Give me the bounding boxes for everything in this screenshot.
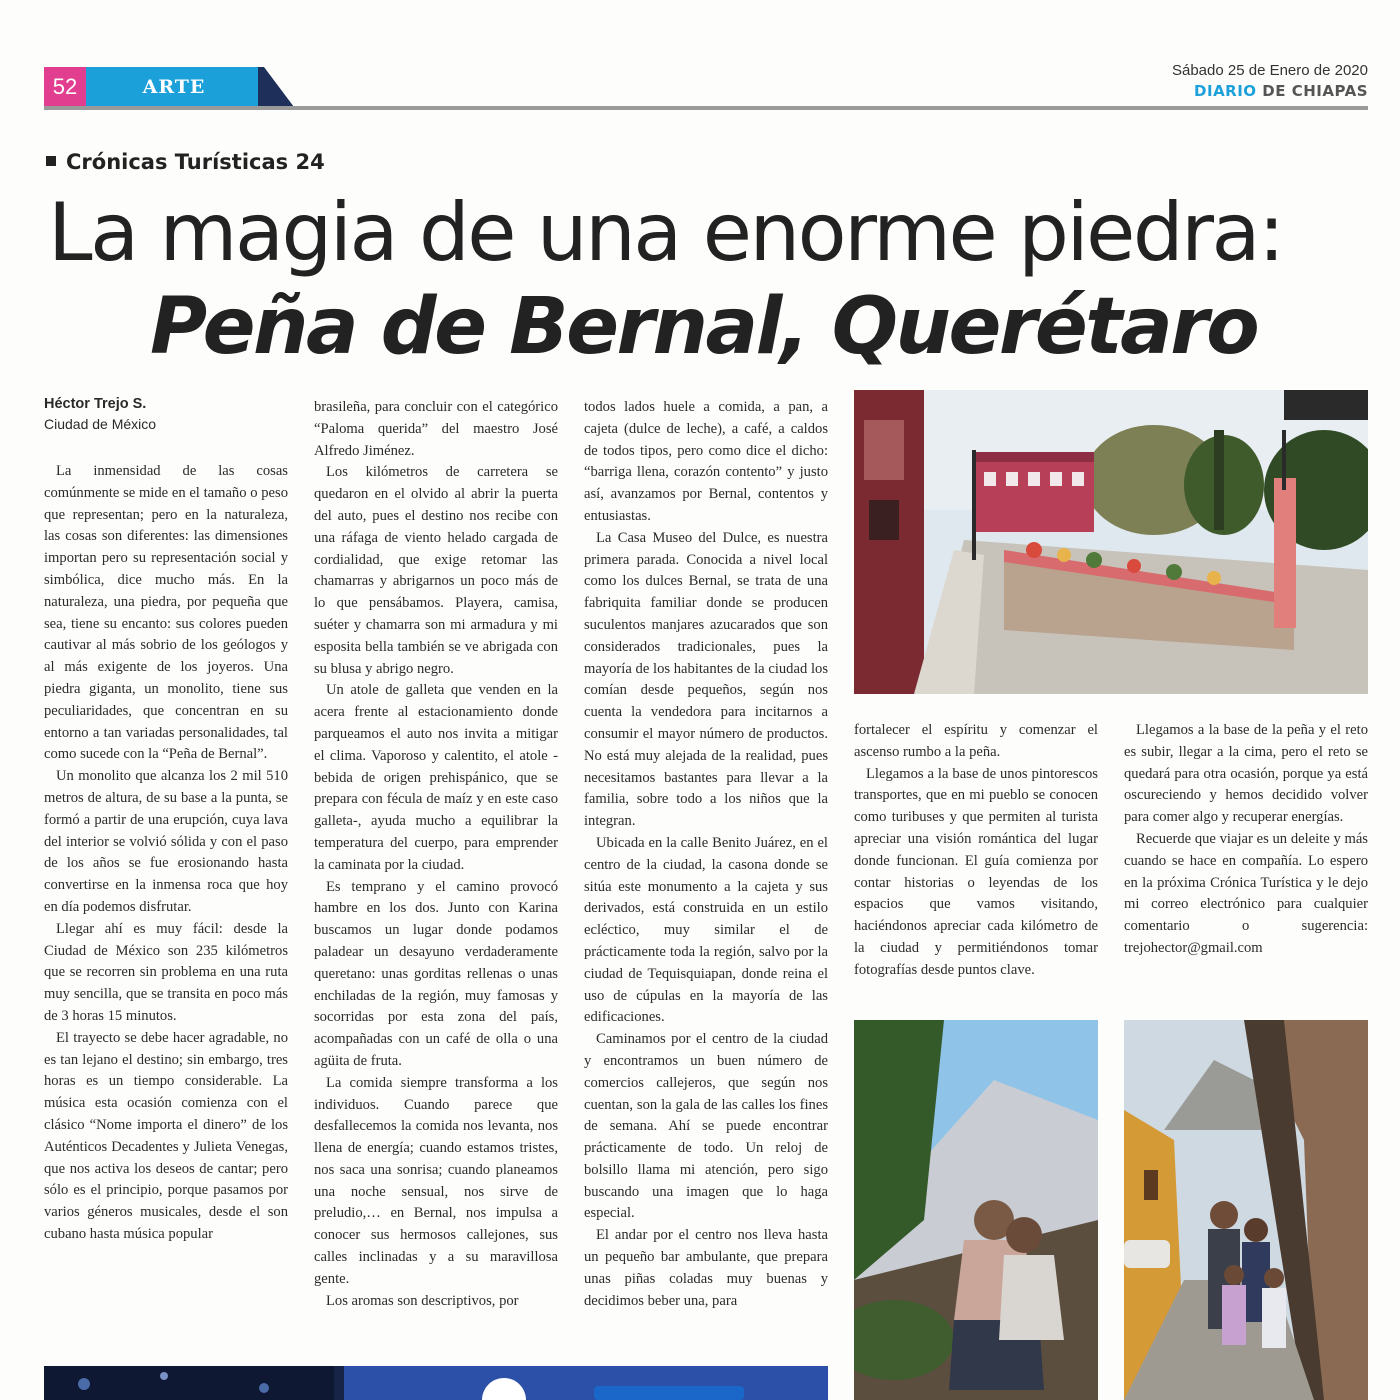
paper-name [1194,82,1368,100]
header-rule [44,106,1368,110]
paragraph: Llegamos a la base de unos pintorescos transportes, que en mi pueblo se conocen como turibuses y que permiten al turista apreciar una visión romántica del lugar donde funcionan. El guía comienza por contar historias o leyendas de los espacios que vamos visitando, haciéndonos apreciar cada kilómetro de la ciudad y permitiéndonos tomar fotografías desde puntos clave. [854,765,1098,978]
article-column-3 [584,397,828,1349]
section-label: ARTE [142,76,206,98]
page-number: 52 [44,67,86,107]
author-location: Ciudad de México [44,416,157,432]
paragraph: Llegar ahí es muy fácil: desde la Ciudad de México son 235 kilómetros que se recorren sin problema en una ruta muy sencilla, que se transita en poco más de 3 horas 15 minutos. [44,920,288,1024]
article-column-1 [44,461,288,1349]
author-name: Héctor Trejo S. [44,396,147,412]
paragraph: Ubicada en la calle Benito Juárez, en el centro de la ciudad, la casona donde se sitúa este monumento a la cajeta y sus derivados, está construida en un estilo ecléctico, muy similar el de prácticamente toda la región, salvo por la ciudad de Tequisquiapan, donde reina el uso de cúpulas en la mayoría de las edificaciones. [584,834,828,1026]
kicker-bullet-icon [46,156,56,166]
photo-plaza [854,390,1368,694]
article-column-2 [314,397,558,1349]
paragraph: todos lados huele a comida, a pan, a cajeta (dulce de leche), a café, a caldos de todos tipos, pero como dice el dicho: “barriga llena, corazón contento” y justo así, avanzamos por Bernal, contentos y entusiastas. [584,399,828,524]
paragraph: La comida siempre transforma a los individuos. Cuando parece que desfallecemos la comida nos levanta, nos llena de energía; cuando estamos tristes, nos saca una sonrisa; cuando planeamos una noche sensual, nos sirve de preludio,… en Bernal, nos impulsa a conocer sus hermosos callejones, sus calles inclinadas y a su maravillosa gente. [314,1074,558,1287]
paragraph: Un monolito que alcanza los 2 mil 510 metros de altura, de su base a la punta, se formó a partir de una erupción, cuya lava del interior se volvió sólida y con el paso de los años se fue erosionando hasta convertirse en la inmensa roca que hoy en día podemos disfrutar. [44,768,288,915]
article-column-5 [1124,720,1368,1010]
kicker [46,150,325,174]
paragraph: Los kilómetros de carretera se quedaron en el olvido al abrir la puerta del auto, pues el destino nos recibe con una ráfaga de viento helado cargada de cordialidad, que exige retomar las chamarras y abrigarnos un poco más de lo que pensábamos. Playera, camisa, suéter y chamarra son mi armadura y mi esposita bella también se ve abrigada con su blusa y abrigo negro. [314,464,558,677]
paragraph: El trayecto se debe hacer agradable, no es tan lejano el destino; sin embargo, tres horas es un tiempo considerable. La música esta ocasión comienza con el clásico “Nome importa el dinero” de los Auténticos Decadentes y Julieta Venegas, que nos activa los deseos de cantar; pero sólo es el principio, porque pasamos por varios géneros musicales, desde el son cubano hasta música popular [44,1029,288,1242]
paragraph: Caminamos por el centro de la ciudad y encontramos un buen número de comercios callejeros, que según nos cuentan, son la gala de las calles los fines de semana. Ahí se puede encontrar prácticamente de todo. Un reloj de bolsillo llama mi atención, pero sigo buscando una imagen que lo haga especial. [584,1031,828,1222]
paragraph: Es temprano y el camino provocó hambre en los dos. Junto con Karina buscamos un lugar donde podamos paladear un desayuno verdaderamente queretano: unas gorditas rellenas o unas enchiladas de la región, muy famosas y socorridas por esta zona del país, acompañadas con un café de olla o una agüita de fruta. [314,878,558,1069]
advertisement-banner[interactable] [44,1366,828,1400]
paragraph: Recuerde que viajar es un deleite y más cuando se hace en compañía. Lo espero en la próxima Crónica Turística y le dejo mi correo electrónico para cualquier comentario o sugerencia: trejohector@gmail.com [1124,830,1368,956]
article-column-4 [854,720,1098,1010]
paper-name-part2: DE CHIAPAS [1262,82,1368,100]
headline-line1: La magia de una enorme piedra: [48,186,1283,279]
headline-line2: Peña de Bernal, Querétaro [150,282,1258,372]
paragraph: Los aromas son descriptivos, por [326,1292,519,1309]
paragraph: La inmensidad de las cosas comúnmente se mide en el tamaño o peso que representan; pero en la naturaleza, las cosas son diferentes: las dimensiones importan pero su representación social y simbólica, dice mucho más. En la naturaleza, una piedra, por pequeña que sea, tiene su encanto: sus colores pueden cautivar al más sobrio de los geólogos y al más exigente de los joyeros. Una piedra giganta, un monolito, tiene sus peculiaridades, que concentran en su entorno a tan variadas personalidades, tal como sucede con la “Peña de Bernal”. [44,463,288,763]
paragraph: El andar por el centro nos lleva hasta un pequeño bar ambulante, que prepara unas piñas coladas muy buenas y decidimos beber una, para [584,1227,828,1309]
paragraph: Un atole de galleta que venden en la acera frente al estacionamiento donde parqueamos el auto nos invita a mitigar el clima. Vaporoso y calentito, el atole -bebida de origen prehispánico, que se prepara con fécula de maíz y en este caso galleta-, ayuda mucho a equilibrar la temperatura del cuerpo, para emprender la caminata por la ciudad. [314,682,558,873]
section-tab-corner [258,67,294,107]
paper-name-part1: DIARIO [1194,82,1257,100]
paragraph: fortalecer el espíritu y comenzar el ascenso rumbo a la peña. [854,722,1098,760]
paragraph: brasileña, para concluir con el categórico “Paloma querida” del maestro José Alfredo Jiménez. [314,399,558,459]
kicker-text: Crónicas Turísticas 24 [66,150,325,174]
paragraph: Llegamos a la base de la peña y el reto es subir, llegar a la cima, pero el reto se quedará para otra ocasión, porque ya está oscureciendo y hemos decidido volver para comer algo y recuperar energías. [1124,722,1368,826]
paragraph: La Casa Museo del Dulce, es nuestra primera parada. Conocida a nivel local como los dulces Bernal, se trata de una fabriquita familiar donde se producen suculentos manjares azucarados que son considerados tradicionales, pues la mayoría de los habitantes de la ciudad los comían desde pequeños, según nos cuenta la vendedora para incitarnos a consumir el mayor número de productos. No está muy alejada de la realidad, pues necesitamos bastantes para llevar a la familia, sobre todo a los niños que la integran. [584,529,828,830]
dateline: Sábado 25 de Enero de 2020 [1171,62,1368,79]
photo-couple [854,1020,1098,1400]
photo-street-family [1124,1020,1368,1400]
